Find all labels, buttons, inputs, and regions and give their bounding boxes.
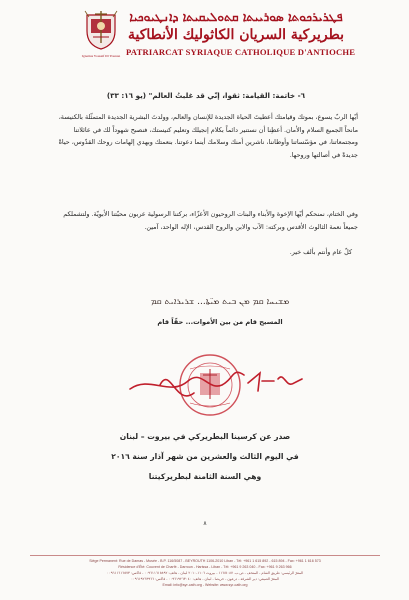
christ-is-risen-line: المسيح قام من بين الأموات... حقّاً قام	[157, 318, 283, 326]
arabic-title: بطريركية السريان الكاثوليك الأنطاكية	[127, 27, 345, 43]
patriarchal-seal-icon	[180, 355, 240, 415]
issuance-date: في اليوم الثالث والعشرين من شهر آذار سنة ٢٠١٦	[111, 452, 299, 461]
patriarchal-coat-of-arms-logo	[83, 9, 119, 51]
issuance-year-of-patriarchate: وهي السنة الثامنة لبطريركيتنا	[148, 472, 262, 481]
seal-and-signature	[110, 345, 340, 420]
section-title: ٦- خاتمة: القيامة: ثقوا، إنّي قد غلبتُ العالم" (يو ١٦: ٣٣)	[106, 91, 305, 100]
french-title: PATRIARCAT SYRIAQUE CATHOLIQUE D'ANTIOCHE	[126, 47, 356, 57]
paragraph-1: أيّها الربّ يسوع، بموتك وقيامتك أعطيتَ الحياة الجديدة للإنسان والعالم، وولدتَ البشرية الجديدة المتمثّلة بالكنيسة، مانحاً الجميع السلام والأمان. أعطِنا أن نستنير دائماً بكلام إنجيلك وتعليم كنيستك، فنصبح شهوداً لك في عائلاتنا ومجتمعاتنا، في مؤسّساتنا وأوطاننا، ناشرين أمنك وسلامك أينما دعوتنا. بنعمتك وبهدي إلهامات روحك القدّوس، حياةً جديدةً في أصالتها وروحها.	[58, 113, 358, 159]
footer-summer-residence-fr: Résidence d'Été: Couvent de Charfé - Darroun - Harissa - Liban - Tél: +961 9 263 040 - Fax: +961 9 263 966	[118, 565, 292, 569]
footer-address-fr: Siège Permanent: Rue de Damas - Musée - B.P. 116/5087 - BEYROUTH 1106-2010 Liban - Tél: +961 1 615 892 - 615 894 - Fax: +961 1 616 573	[89, 559, 321, 563]
footer-divider	[30, 555, 380, 556]
paragraph-2: وفي الختام، نمنحكم أيّها الإخوة والأبناء والبنات الروحيون الأعزّاء، بركتنا الرسولية عربون محبّتنا الأبويّة. ولتشملكم جميعاً نعمة الثالوث الأقدس وبركته: الآب والابن والروح القدس، الإله الواحد، آمين.	[63, 210, 358, 231]
logo-caption: Ignatius Youssif III Younan	[81, 54, 121, 58]
syriac-easter-greeting: ܡܫܝܚܐ ܩܡ ܡܢ ܒܝܬ ܡܝ̈ܬܐ... ܫܪܝܪܐܝܬ ܩܡ	[150, 297, 290, 307]
issuance-place: صدر عن كرسينا البطريركي في بيروت – لبنان	[119, 432, 291, 441]
footer-contact: Email: info@syr-cath.org - Website: www.syr-cath.org	[162, 583, 248, 587]
page-number: ٨	[203, 520, 207, 527]
closing-greeting: كلّ عام وأنتم بألف خير.	[289, 248, 352, 256]
footer-address-ar: المقرّ الرئيسي: طريق الشام - المتحف - ص.ب. ١١٦/٥٠٨٧ - بيروت ١١٠٦-٢٠١٠ لبنان - هاتف: ٠٠٩٦١١٦١٥٨٩٢ - فاكس: ٠٠٩٦١١٦١٦٥٧٣	[106, 571, 304, 575]
syriac-title: ܦܛܪܝܪܟܘܬܐ ܣܘܪܝܝܬܐ ܩܬܘܠܝܩܝܬܐ ܕܐܢܛܝܘܟܝܐ	[129, 10, 343, 24]
footer-summer-residence-ar: المقرّ الصيفي: دير الشرفة - درعون - حريصا - لبنان - هاتف: ٠٠٩٦١٩٢٦٣٠٤٠ - فاكس: ٠٠٩٦١٩٢٦٣٩٦٦	[130, 577, 280, 581]
